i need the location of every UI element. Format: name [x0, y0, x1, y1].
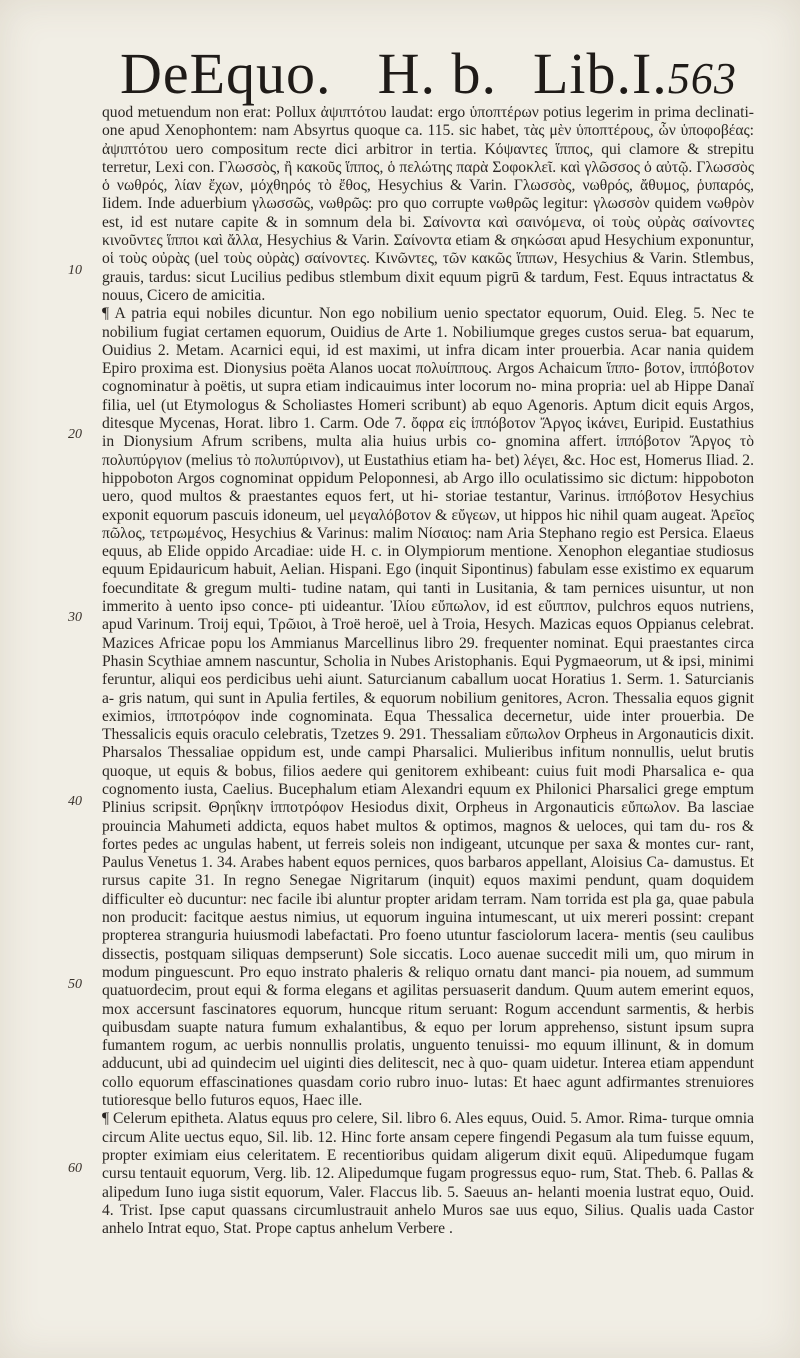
running-head-title: DeEquo. — [120, 41, 332, 106]
running-head — [120, 40, 737, 106]
folio-number: 563 — [667, 54, 737, 103]
margin-number: 10 — [68, 263, 82, 278]
running-head-section: H. b. — [377, 41, 497, 106]
margin-number: 30 — [68, 610, 82, 625]
paragraph: quod metuendum non erat: Pollux ἀψιπτότου laudat: ergo ὑποπτέρων potius legerim in prima declinati- one apud Xenophontem: nam Absyrtus quoque ca. 115. sic habet, τὰς μὲν ὑποπτέρους, ὧν ὑποφοβέας: ἀψιπτότου uero compositum recte dici arbitror in tertia. Κόψαντες ἵππος, qui clamore & strepitu terretur, Lexi con. Γλωσσὸς, ἢ κακοῦς ἵππος, ὁ πελώτης παρὰ Σοφοκλεῖ. καὶ γλῶσσος ὁ αὐτῷ. Γλωσσὸς ὁ νωθρός, λίαν ἔχων, μόχθηρός τὸ ἔθος, Hesychius & Varin. Γλωσσὸς, νωθρός, ἄθυμος, ῥυπαρός, Iidem. Inde aduerbium γλωσσῶς, νωθρῶς: pro quo corrupte νωθρῶς legitur: γλωσσὸν quidem νωθρὸν est, id est nutare capite & in somnum dela bi. Σαίνοντα καὶ σαινόμενα, οἱ τοὺς οὐρὰς σαίνοντες κινοῦντες ἵπποι καὶ ἄλλα, Hesychius & Varin. Σαίνοντα etiam & σηκώσαι apud Hesychium exponuntur, οἱ τοὺς οὐρὰς (uel τοὺς οὐρὰς) σαίνοντες. Κινῶντες, τῶν κακῶς ἵππων, Hesychius & Varin. Stlembus, grauis, tardus: sicut Lucilius pedibus stlembum dixit equum pigrū & tardum, Fest. Equus intractatus & nouus, Cicero de amicitia. — [102, 104, 754, 304]
running-head-book: Lib.I. — [532, 41, 668, 106]
body-text — [102, 104, 754, 1289]
margin-number: 60 — [68, 1161, 82, 1176]
paragraph: ¶ Celerum epitheta. Alatus equus pro celere, Sil. libro 6. Ales equus, Ouid. 5. Amor. Rima- turque omnia circum Alite uectus equo, Sil. lib. 12. Hinc forte ansam cepere fingendi Pegasum ala tum fuisse equum, propter eximiam eius celeritatem. E recentioribus quidam aligerum dixit equū. Alipedumque fugam cursu tentauit equorum, Verg. lib. 12. Alipedumque fugam progressus equo- rum, Stat. Theb. 6. Pallas & alipedum Iuno iuga sistit equorum, Valer. Flaccus lib. 5. Saeuus an- helanti moenia lustrat equo, Ouid. 4. Trist. Ipse caput quassans circumlustrauit anhelo Muros sae uus equo, Silius. Qualis uada Castor anhelo Intrat equo, Stat. Prope captus anhelum Verbere . — [102, 1110, 754, 1238]
margin-number: 20 — [68, 427, 82, 442]
margin-number: 40 — [68, 794, 82, 809]
margin-line-numbers — [0, 0, 100, 1358]
paragraph: ¶ A patria equi nobiles dicuntur. Non ego nobilium uenio spectator equorum, Ouid. Eleg. 5. Nec te nobilium fugiat certamen equorum, Ouidius de Arte 1. Nobiliumque greges custos serua- bat equarum, Ouidius 2. Metam. Acarnici equi, id est maximi, ut infra dicam inter prouerbia. Acar nania quidem Epiro proxima est. Dionysius poëta Alanos uocat πολυίππους. Argos Achaicum ἵππο- βοτον, ἱππόβοτον cognominatur à poëtis, ut supra etiam indicauimus inter locorum no- mina propria: uel ab Hippe Danaï filia, uel (ut Etymologus & Scholiastes Homeri scribunt) ab equo Agenoris. Aptum dicit equis Argos, ditesque Mycenas, Horat. libro 1. Carm. Ode 7. ὄφρα εἰς ἱππόβοτον Ἄργος ἱκάνει, Euripid. Eustathius in Dionysium Afrum scribens, multa alia huius urbis co- gnomina affert. ἱππόβοτον Ἄργος τὸ πολυπύργιον (melius τὸ πολυπύρινον), ut Eustathius etiam ha- bet) λέγει, &c. Hoc est, Homerus Iliad. 2. hippoboton Argos cognominat oppidum Peloponnesi, ab Argo illo oculatissimo sic dictum: hippoboton uero, quod multos & praestantes equos fert, ut hi- storiae testantur, Varinus. ἱππόβοτον Hesychius exponit equorum pascuis idoneum, uel μεγαλόβοτον & εὔγεων, ut hippos hic nihil quam augeat. Ἀρεῖος πῶλος, τετρωμένος, Hesychius & Varinus: malim Νίσαιος: nam Aria Stephano regio est Persica. Elaeus equus, ab Elide oppido Arcadiae: uide H. c. in Olympiorum mentione. Xenophon elegantiae studiosus equum Epidauricum habuit, Aelian. Hispani. Ego (inquit Sipontinus) fabulam esse existimo ex equarum foecunditate & gregum multi- tudine natam, qui tanti in Lusitania, & tam pernices uisuntur, ut non immerito à uento ipso conce- pti uideantur. Ἰλίου εὔπωλον, id est εὔιππον, pulchros equos nutriens, apud Varinum. Troij equi, Τρῶιοι, à Troë heroë, uel à Troia, Hesych. Mazicas equos Oppianus celebrat. Mazices Africae popu los Ammianus Marcellinus libro 29. frequenter nominat. Equi praestantes circa Phasin Scythiae amnem nascuntur, Scholia in Nubes Aristophanis. Equi Pygmaeorum, ut & ipsi, minimi feruntur, aliqui eos perdicibus uehi aiunt. Saturcianum caballum uocat Horatius 1. Serm. 1. Saturcianis a- gris natum, qui sunt in Apulia fertiles, & equorum nobilium genitores, Acron. Thessalia equos gignit eximios, ἱπποτρόφον inde cognominata. Equa Thessalica decernetur, uide inter prouerbia. De Thessalicis equis oraculo celebratis, Tzetzes 9. 291. Thessaliam εὔπωλον Orpheus in Argonauticis dixit. Pharsalos Thessaliae oppidum est, unde campi Pharsalici. Mulieribus infitum nonnullis, uelut brutis quoque, ut equis & bobus, filios aedere qui genitorem exhibeant: cuius fuit modi Pharsalica e- qua cognomento iusta, Caelius. Bucephalum etiam Alexandri equum ex Philonici Pharsalici grege emptum Plinius scripsit. Θρηΐκην ἱπποτρόφον Hesiodus dixit, Orpheus in Argonauticis εὔπωλον. Ba lasciae prouincia Mahumeti addicta, equos habet multos & optimos, magnos & ueloces, qui tam du- ros & fortes pedes ac ungulas habent, ut ferreis soleis non indigeant, utcunque per saxa & montes cur- rant, Paulus Venetus 1. 34. Arabes habent equos pernices, quos barbaros appellant, Aloisius Ca- damustus. Et rursus capite 31. In regno Senegae Nigritarum (inquit) equos maximi pendunt, quam doquidem difficulter eò ducuntur: nec facile ibi aluntur propter aridam terram. Nam torrida est pla ga, quae pabula non producit: facitque aestus nimius, ut equorum inguina intumescant, ut uix mereri possint: crepant propterea stranguria huiusmodi labefactati. Pro foeno utuntur fasciolorum lacera- mentis (seu caulibus dissectis, postquam siliquas dempserunt) Sole siccatis. Loco auenae succedit mili um, quo mirum in modum pinguescunt. Pro equo instrato phaleris & reliquo ornatu dant manci- pia nouem, ad summum quatuordecim, prout equi & forma elegans et agilitas persuaserit dandum. Quum autem emerint equos, mox accersunt fascinatores equorum, huncque ritum seruant: Rogum accendunt sarmentis, & herbis quibusdam suapte natura fumum exhalantibus, & equo per lorum apprehenso, sistunt ipsum supra fumantem rogum, ac uerbis nonnullis prolatis, unguento tenuissi- mo equum illinunt, & in domum adducunt, ubi ad quindecim uel uiginti dies delitescit, nec à quo- quam uidetur. Interea etiam appendunt collo equorum effascinationes quasdam corio rubro inuo- lutas: Et haec agunt adfirmantes strenuiores tutioresque bello futuros equos, Haec ille. — [102, 305, 754, 1110]
margin-number: 50 — [68, 977, 82, 992]
